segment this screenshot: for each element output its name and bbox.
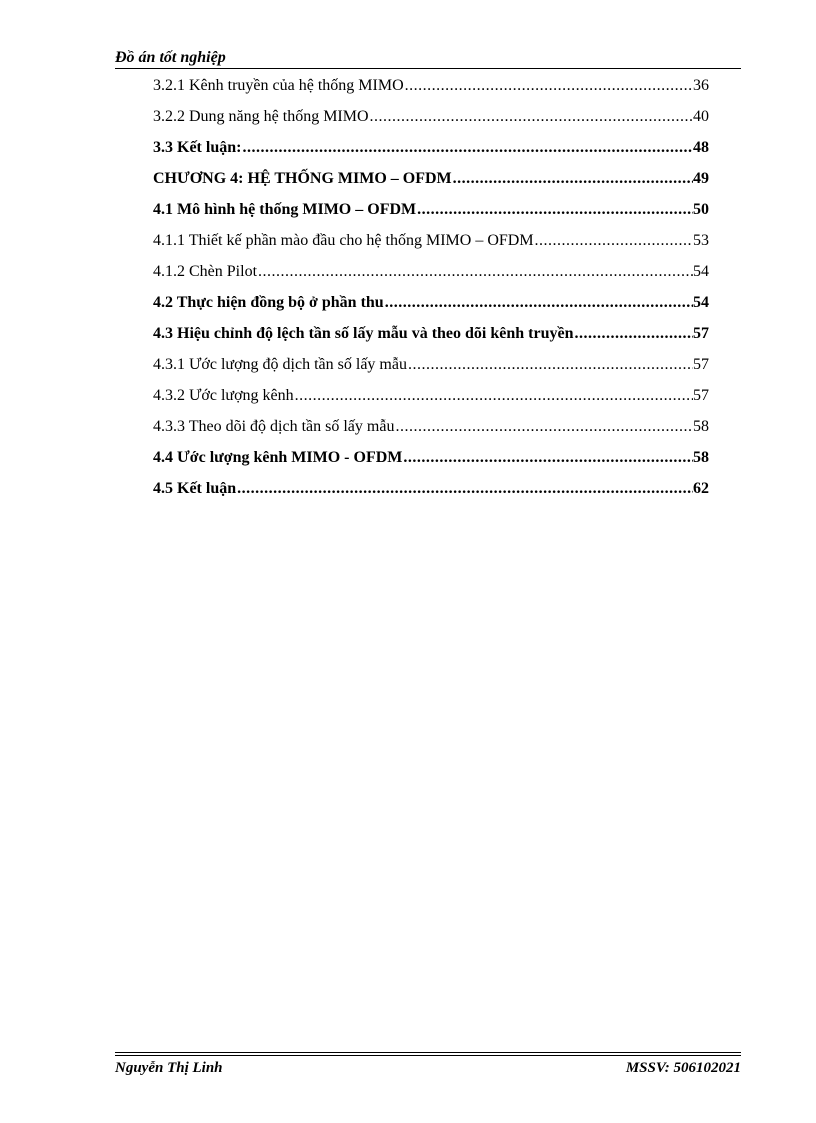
header-divider xyxy=(115,68,741,69)
toc-leader-dots xyxy=(574,323,694,345)
toc-entry[interactable] xyxy=(153,261,709,292)
toc-entry-page: 54 xyxy=(693,294,709,311)
toc-entry[interactable] xyxy=(153,323,709,354)
toc-entry[interactable] xyxy=(153,137,709,168)
toc-entry-page: 62 xyxy=(693,480,709,497)
toc-entry[interactable] xyxy=(153,292,709,323)
toc-entry-page: 54 xyxy=(693,263,709,280)
toc-leader-dots xyxy=(369,106,693,128)
toc-entry-label: 4.4 Ước lượng kênh MIMO - OFDM xyxy=(153,449,403,466)
toc-leader-dots xyxy=(407,354,693,376)
toc-entry-label: 4.3.1 Ước lượng độ dịch tần số lấy mẫu xyxy=(153,356,407,373)
toc-entry-label: 4.3 Hiệu chỉnh độ lệch tần số lấy mẫu và theo dõi kênh truyền xyxy=(153,325,574,342)
toc-entry-page: 49 xyxy=(693,170,709,187)
toc-leader-dots xyxy=(452,168,693,190)
footer-divider-thick xyxy=(115,1055,741,1056)
toc-entry-page: 40 xyxy=(693,108,709,125)
toc-leader-dots xyxy=(416,199,693,221)
toc-entry-label: 3.2.2 Dung năng hệ thống MIMO xyxy=(153,108,369,125)
page-header xyxy=(115,48,741,68)
toc-leader-dots xyxy=(394,416,693,438)
toc-leader-dots xyxy=(241,137,693,159)
toc-entry-label: 3.3 Kết luận: xyxy=(153,139,242,156)
toc-entry-page: 50 xyxy=(693,201,709,218)
toc-entry-label: 4.3.2 Ước lượng kênh xyxy=(153,387,294,404)
toc-entry-label: 4.1.1 Thiết kế phần mào đầu cho hệ thống MIMO – OFDM xyxy=(153,232,534,249)
toc-entry-page: 53 xyxy=(693,232,709,249)
toc-entry-label: CHƯƠNG 4: HỆ THỐNG MIMO – OFDM xyxy=(153,170,452,187)
toc-entry[interactable] xyxy=(153,168,709,199)
toc-leader-dots xyxy=(404,75,693,97)
toc-entry[interactable] xyxy=(153,106,709,137)
toc-entry[interactable] xyxy=(153,199,709,230)
toc-entry-label: 4.2 Thực hiện đồng bộ ở phần thu xyxy=(153,294,384,311)
table-of-contents xyxy=(153,75,709,509)
page-footer xyxy=(115,1058,741,1078)
footer-divider-thin xyxy=(115,1052,741,1053)
toc-entry[interactable] xyxy=(153,230,709,261)
toc-entry-page: 48 xyxy=(693,139,709,156)
toc-entry-label: 4.3.3 Theo dõi độ dịch tần số lấy mẫu xyxy=(153,418,395,435)
toc-leader-dots xyxy=(294,385,693,407)
toc-entry-page: 57 xyxy=(693,356,709,373)
toc-leader-dots xyxy=(402,447,693,469)
toc-entry[interactable] xyxy=(153,385,709,416)
toc-entry[interactable] xyxy=(153,478,709,509)
toc-entry[interactable] xyxy=(153,354,709,385)
toc-leader-dots xyxy=(236,478,693,500)
toc-entry-label: 3.2.1 Kênh truyền của hệ thống MIMO xyxy=(153,77,404,94)
toc-entry-page: 57 xyxy=(693,325,709,342)
toc-entry-label: 4.1 Mô hình hệ thống MIMO – OFDM xyxy=(153,201,417,218)
header-title: Đồ án tốt nghiệp xyxy=(115,49,226,66)
toc-leader-dots xyxy=(534,230,693,252)
toc-entry-page: 58 xyxy=(693,449,709,466)
toc-entry[interactable] xyxy=(153,416,709,447)
footer-student-id: MSSV: 506102021 xyxy=(625,1060,741,1076)
toc-entry-page: 57 xyxy=(693,387,709,404)
toc-entry[interactable] xyxy=(153,447,709,478)
toc-entry-label: 4.1.2 Chèn Pilot xyxy=(153,263,258,280)
toc-entry-page: 58 xyxy=(693,418,709,435)
toc-leader-dots xyxy=(257,261,693,283)
toc-leader-dots xyxy=(384,292,693,314)
toc-entry-page: 36 xyxy=(693,77,709,94)
toc-entry[interactable] xyxy=(153,75,709,106)
toc-entry-label: 4.5 Kết luận xyxy=(153,480,237,497)
footer-author: Nguyễn Thị Linh xyxy=(115,1060,223,1076)
